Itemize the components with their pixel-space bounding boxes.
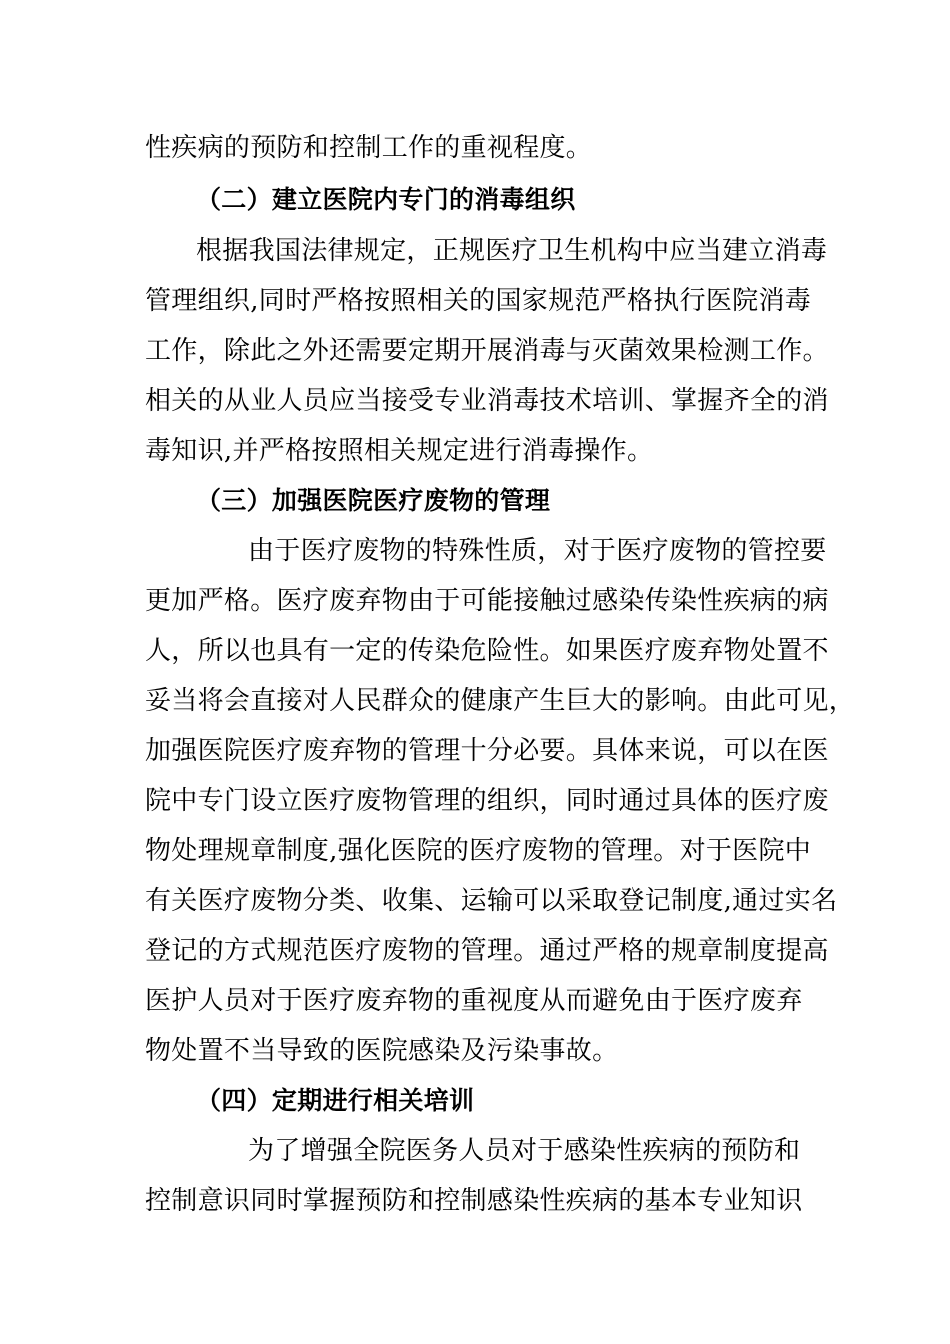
body-line: 物处置不当导致的医院感染及污染事故。 — [145, 1036, 619, 1066]
section-heading-3: （三）加强医院医疗废物的管理 — [196, 486, 551, 515]
body-line: 院中专门设立医疗废物管理的组织，同时通过具体的医疗废 — [145, 786, 829, 816]
body-line: 根据我国法律规定，正规医疗卫生机构中应当建立消毒 — [196, 236, 828, 266]
body-line: 为了增强全院医务人员对于感染性疾病的预防和 — [248, 1136, 801, 1166]
body-line: 相关的从业人员应当接受专业消毒技术培训、掌握齐全的消 — [145, 386, 829, 416]
body-line: 毒知识,并严格按照相关规定进行消毒操作。 — [145, 436, 654, 466]
body-line: 物处理规章制度,强化医院的医疗废物的管理。对于医院中 — [145, 836, 812, 866]
body-line: 登记的方式规范医疗废物的管理。通过严格的规章制度提高 — [145, 936, 829, 966]
body-line: 性疾病的预防和控制工作的重视程度。 — [145, 133, 593, 163]
body-line: 医护人员对于医疗废弃物的重视度从而避免由于医疗废弃 — [145, 986, 803, 1016]
body-line: 管理组织,同时严格按照相关的国家规范严格执行医院消毒 — [145, 286, 812, 316]
body-line: 更加严格。医疗废弃物由于可能接触过感染传染性疾病的病 — [145, 586, 829, 616]
body-line: 加强医院医疗废弃物的管理十分必要。具体来说，可以在医 — [145, 736, 829, 766]
body-line: 工作，除此之外还需要定期开展消毒与灭菌效果检测工作。 — [145, 336, 829, 366]
body-line: 人，所以也具有一定的传染危险性。如果医疗废弃物处置不 — [145, 636, 829, 666]
section-heading-4: （四）定期进行相关培训 — [196, 1086, 475, 1115]
body-line: 控制意识同时掌握预防和控制感染性疾病的基本专业知识 — [145, 1186, 803, 1216]
body-line: 有关医疗废物分类、收集、运输可以采取登记制度,通过实名 — [145, 886, 838, 916]
section-heading-2: （二）建立医院内专门的消毒组织 — [196, 185, 576, 214]
body-line: 妥当将会直接对人民群众的健康产生巨大的影响。由此可见， — [145, 686, 856, 716]
body-line: 由于医疗废物的特殊性质，对于医疗废物的管控要 — [248, 536, 827, 566]
